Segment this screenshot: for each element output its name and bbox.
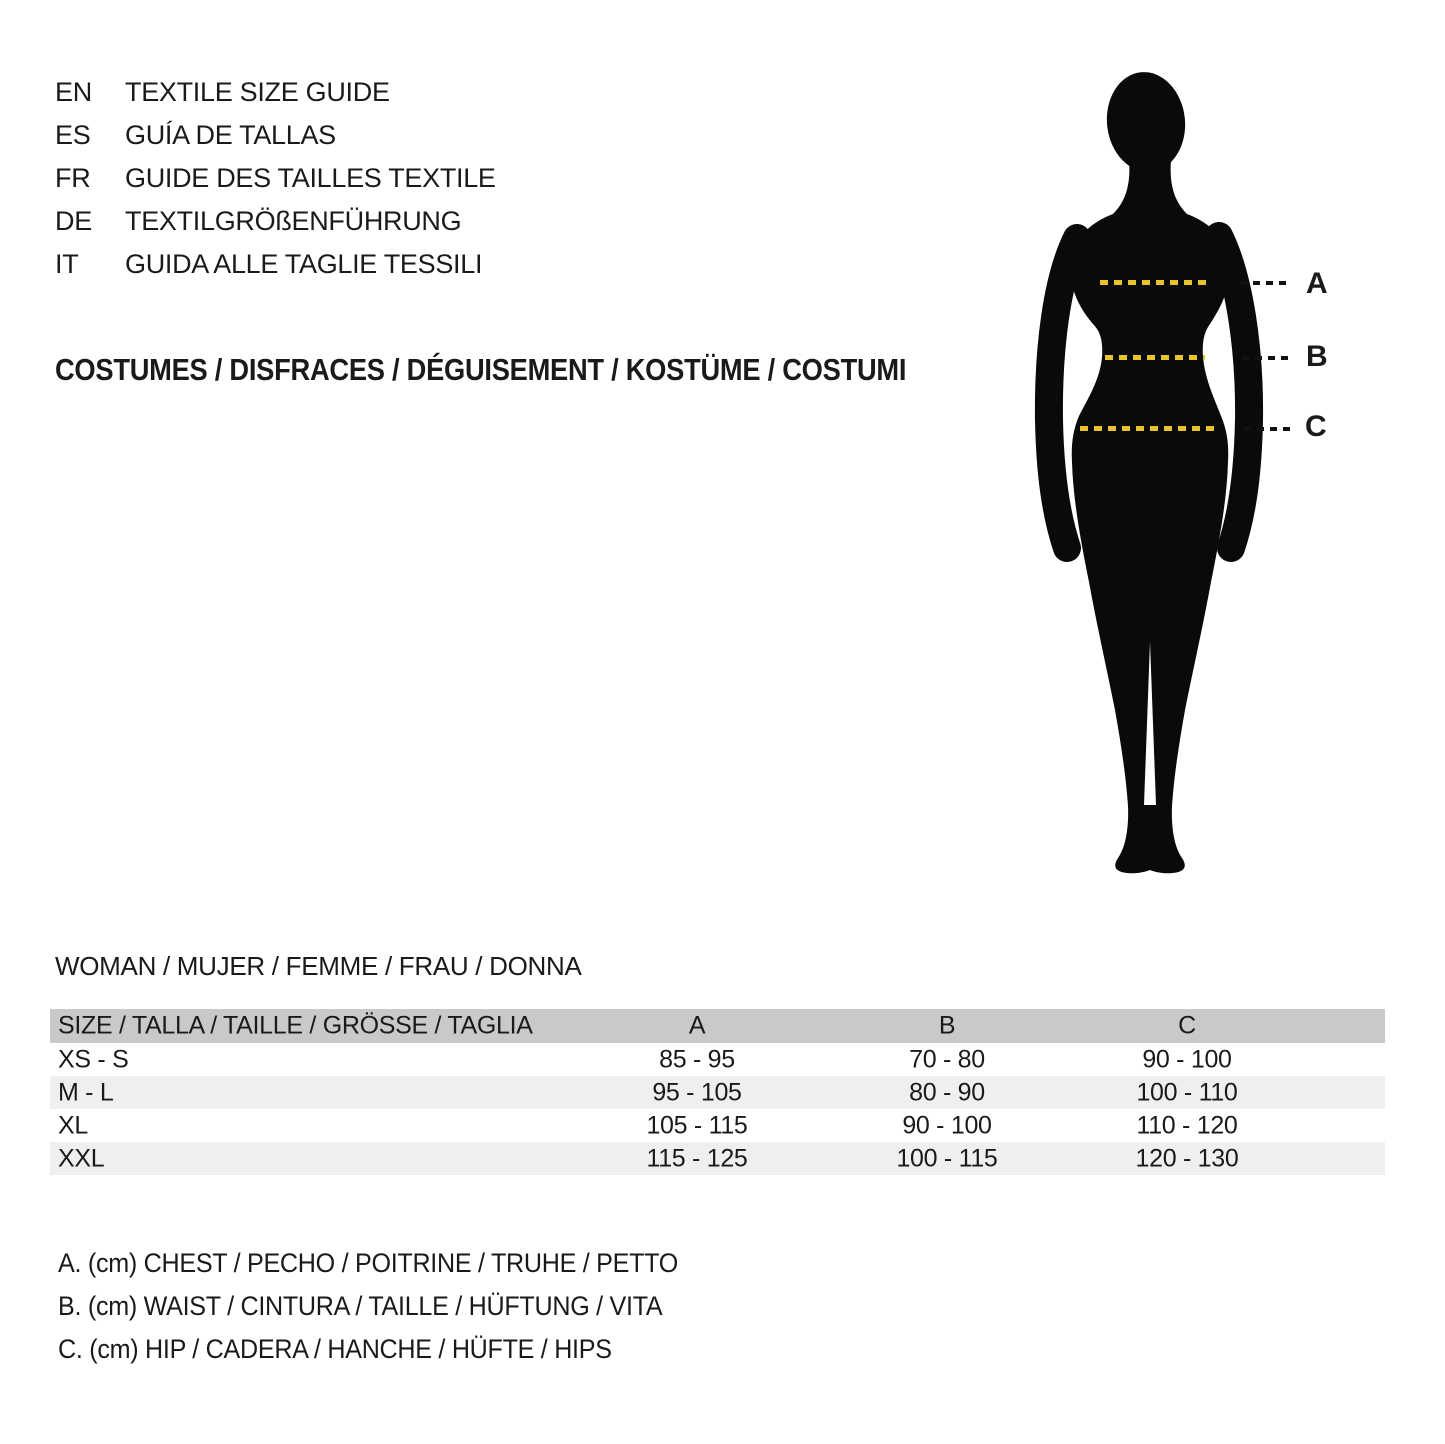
- size-label: XXL: [58, 1144, 105, 1172]
- waist-leader-line: [1242, 356, 1290, 360]
- language-code: DE: [55, 206, 92, 236]
- legend-hip: C. (cm) HIP / CADERA / HANCHE / HÜFTE / HIPS: [58, 1334, 612, 1364]
- size-label: XS - S: [58, 1045, 129, 1073]
- language-code: EN: [55, 77, 92, 107]
- language-row-fr: [55, 157, 496, 200]
- value-a: 95 - 105: [652, 1078, 742, 1106]
- language-code: FR: [55, 163, 91, 193]
- table-header-row: [50, 1009, 1385, 1043]
- language-code: ES: [55, 120, 91, 150]
- table-row-xl: [50, 1109, 1385, 1142]
- language-title-list: [55, 71, 496, 286]
- value-b: 100 - 115: [896, 1144, 998, 1172]
- size-label: XL: [58, 1111, 88, 1139]
- language-title: TEXTILGRÖßENFÜHRUNG: [125, 206, 462, 236]
- size-table: [50, 1009, 1385, 1175]
- header-a: A: [688, 1011, 706, 1040]
- measurement-legend: [58, 1242, 725, 1371]
- table-row-xxl: [50, 1142, 1385, 1175]
- header-b: B: [938, 1011, 956, 1040]
- legend-waist: B. (cm) WAIST / CINTURA / TAILLE / HÜFTUNG / VITA: [58, 1291, 663, 1321]
- value-b: 90 - 100: [902, 1111, 992, 1139]
- language-row-es: [55, 114, 496, 157]
- marker-letter-b: B: [1306, 340, 1328, 373]
- value-c: 100 - 110: [1136, 1078, 1238, 1106]
- value-a: 85 - 95: [659, 1045, 735, 1073]
- language-code: IT: [55, 249, 79, 279]
- value-b: 70 - 80: [909, 1045, 985, 1073]
- category-title: COSTUMES / DISFRACES / DÉGUISEMENT / KOSTÜME / COSTUMI: [55, 351, 907, 387]
- language-row-de: [55, 200, 496, 243]
- language-row-it: [55, 243, 496, 286]
- table-row-m-l: [50, 1076, 1385, 1109]
- header-c: C: [1178, 1011, 1196, 1040]
- language-row-en: [55, 71, 496, 114]
- value-b: 80 - 90: [909, 1078, 985, 1106]
- language-title: TEXTILE SIZE GUIDE: [125, 77, 390, 107]
- value-c: 110 - 120: [1136, 1111, 1238, 1139]
- value-c: 120 - 130: [1135, 1144, 1239, 1172]
- language-title: GUIDA ALLE TAGLIE TESSILI: [125, 249, 483, 279]
- table-row-xs-s: [50, 1043, 1385, 1076]
- value-a: 115 - 125: [646, 1144, 748, 1172]
- language-title: GUIDE DES TAILLES TEXTILE: [125, 163, 496, 193]
- hip-leader-line: [1244, 427, 1290, 431]
- value-c: 90 - 100: [1142, 1045, 1232, 1073]
- language-title: GUÍA DE TALLAS: [125, 120, 336, 150]
- marker-letter-a: A: [1306, 267, 1328, 300]
- waist-measure-line: [1105, 355, 1205, 360]
- chest-measure-line: [1100, 280, 1210, 285]
- section-title-woman: WOMAN / MUJER / FEMME / FRAU / DONNA: [55, 951, 582, 981]
- size-label: M - L: [58, 1078, 114, 1106]
- marker-letter-c: C: [1305, 410, 1327, 443]
- value-a: 105 - 115: [646, 1111, 748, 1139]
- hip-measure-line: [1080, 426, 1220, 431]
- chest-leader-line: [1240, 281, 1290, 285]
- header-size: SIZE / TALLA / TAILLE / GRÖSSE / TAGLIA: [58, 1011, 533, 1040]
- woman-silhouette: [1015, 70, 1265, 880]
- legend-chest: A. (cm) CHEST / PECHO / POITRINE / TRUHE / PETTO: [58, 1248, 679, 1278]
